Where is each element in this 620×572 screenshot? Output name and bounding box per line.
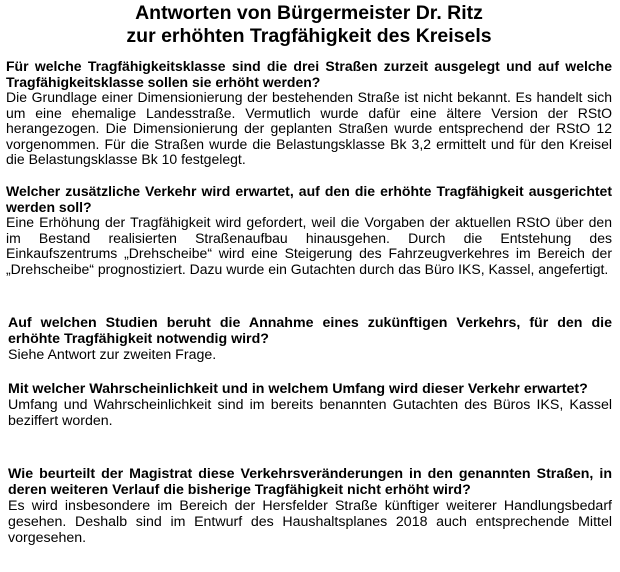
qa-section-1 <box>6 59 612 168</box>
title-line-2: zur erhöhten Tragfähigkeit des Kreisels <box>126 25 492 47</box>
qa-section-4 <box>8 381 612 429</box>
document-title <box>6 2 612 48</box>
document-page <box>0 2 620 572</box>
answer-1: Die Grundlage einer Dimensionierung der bestehenden Straße ist nicht bekannt. Es handelt sich um eine ehemalige Landesstraße. Vermutlich wurde dafür eine ältere Version der RStO herangezogen. Die Dimensionierung der geplanten Straßen wurde entsprechend der RStO 12 vorgenommen. Für die Straßen wurde die Belastungsklasse Bk 3,2 ermittelt und für den Kreisel die Belastungsklasse Bk 10 festgelegt. <box>6 89 612 167</box>
question-3: Auf welchen Studien beruht die Annahme eines zukünftigen Verkehrs, für den die erhöhte Tragfähigkeit notwendig wird? <box>8 315 612 347</box>
title-line-1: Antworten von Bürgermeister Dr. Ritz <box>135 2 483 24</box>
question-1: Für welche Tragfähigkeitsklasse sind die drei Straßen zurzeit ausgelegt und auf welche Tragfähigkeitsklasse sollen sie erhöht werden? <box>6 58 612 90</box>
answer-4: Umfang und Wahrscheinlichkeit sind im bereits benannten Gutachten des Büros IKS, Kassel beziffert worden. <box>8 397 612 429</box>
answer-5: Es wird insbesondere im Bereich der Hersfelder Straße künftiger weiterer Handlungsbedarf gesehen. Deshalb sind im Entwurf des Haushaltsplanes 2018 auch entsprechende Mittel vorgesehen. <box>8 498 612 546</box>
question-4: Mit welcher Wahrscheinlichkeit und in welchem Umfang wird dieser Verkehr erwartet? <box>8 381 588 397</box>
question-5: Wie beurteilt der Magistrat diese Verkehrsveränderungen in den genannten Straßen, in deren weiteren Verlauf die bisherige Tragfähigkeit nicht erhöht wird? <box>8 466 612 498</box>
qa-section-5 <box>8 466 612 546</box>
qa-section-2 <box>6 184 612 277</box>
qa-section-3 <box>8 315 612 363</box>
answer-2: Eine Erhöhung der Tragfähigkeit wird gefordert, weil die Vorgaben der aktuellen RStO über den im Bestand realisierten Straßenaufbau hinausgehen. Durch die Entstehung des Einkaufszentrums „Drehscheibe“ wird eine Steigerung des Fahrzeugverkehres im Bereich der „Drehscheibe“ prognostiziert. Dazu wurde ein Gutachten durch das Büro IKS, Kassel, angefertigt. <box>6 214 612 277</box>
question-2: Welcher zusätzliche Verkehr wird erwartet, auf den die erhöhte Tragfähigkeit ausgerichtet werden soll? <box>6 183 612 215</box>
answer-3: Siehe Antwort zur zweiten Frage. <box>8 347 217 363</box>
